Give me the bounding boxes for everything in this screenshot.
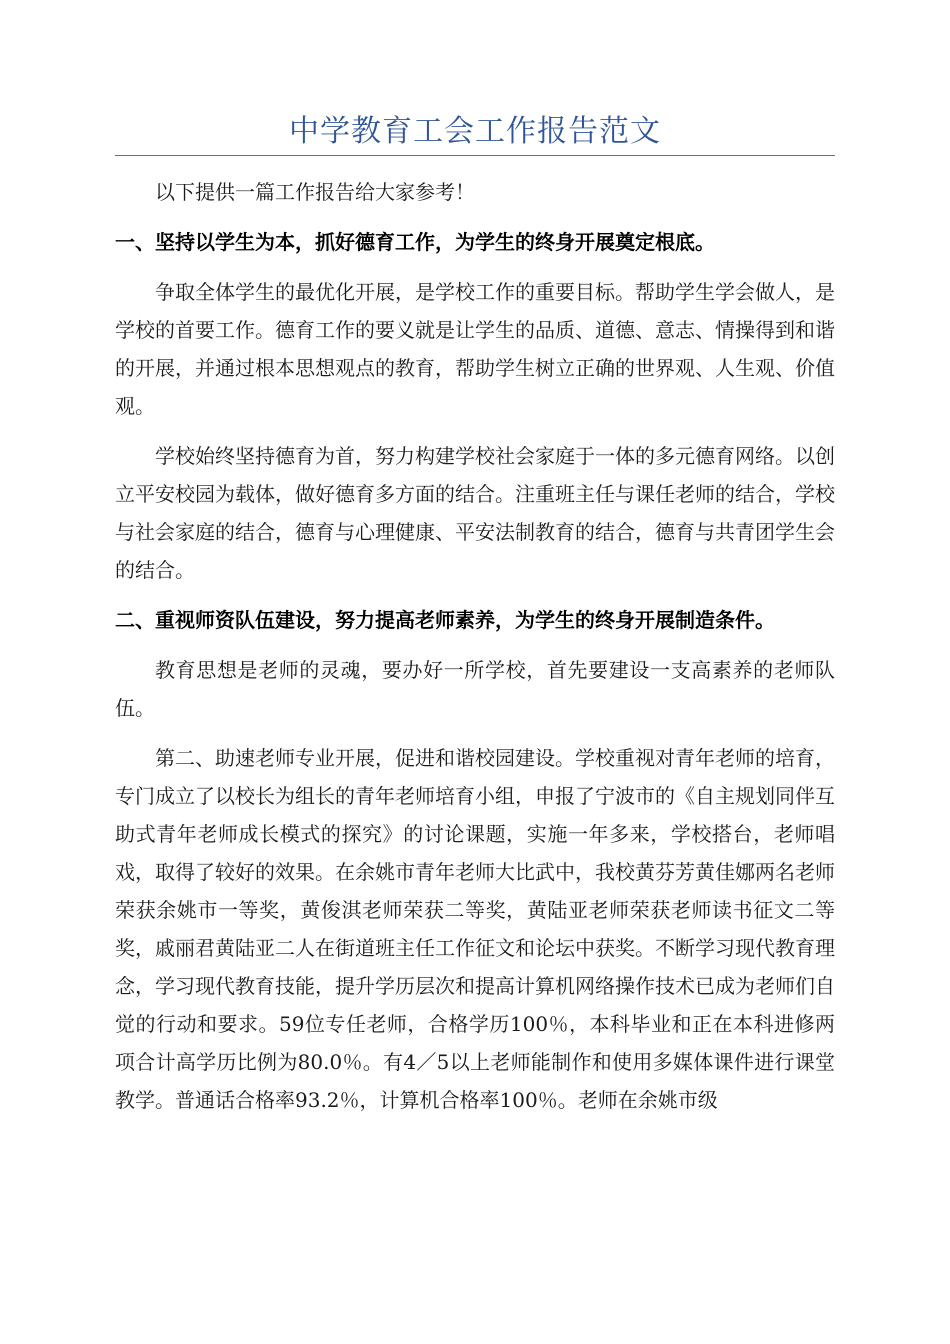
- paragraph-1: 争取全体学生的最优化开展，是学校工作的重要目标。帮助学生学会做人，是学校的首要工作。德育工作的要义就是让学生的品质、道德、意志、情操得到和谐的开展，并通过根本思想观点的教育，帮助学生树立正确的世界观、人生观、价值观。: [115, 280, 835, 418]
- paragraph-2: 学校始终坚持德育为首，努力构建学校社会家庭于一体的多元德育网络。以创立平安校园为载体，做好德育多方面的结合。注重班主任与课任老师的结合，学校与社会家庭的结合，德育与心理健康、平安法制教育的结合，德育与共青团学生会的结合。: [115, 444, 835, 582]
- document-title: 中学教育工会工作报告范文: [289, 114, 661, 149]
- section-heading-1: 一、坚持以学生为本，抓好德育工作，为学生的终身开展奠定根底。: [115, 230, 715, 254]
- document-body: [115, 173, 835, 1131]
- intro-paragraph: 以下提供一篇工作报告给大家参考！: [155, 180, 475, 204]
- section-heading-2: 二、重视师资队伍建设，努力提高老师素养，为学生的终身开展制造条件。: [115, 608, 775, 632]
- title-underline: [115, 155, 835, 156]
- paragraph-3: 教育思想是老师的灵魂，要办好一所学校，首先要建设一支高素养的老师队伍。: [115, 658, 835, 720]
- paragraph-4: 第二、助速老师专业开展，促进和谐校园建设。学校重视对青年老师的培育，专门成立了以校长为组长的青年老师培育小组，申报了宁波市的《自主规划同伴互助式青年老师成长模式的探究》的讨论课题，实施一年多来，学校搭台，老师唱戏，取得了较好的效果。在余姚市青年老师大比武中，我校黄芬芳黄佳娜两名老师荣获余姚市一等奖，黄俊淇老师荣获二等奖，黄陆亚老师荣获老师读书征文二等奖，戚丽君黄陆亚二人在街道班主任工作征文和论坛中获奖。不断学习现代教育理念，学习现代教育技能，提升学历层次和提高计算机网络操作技术已成为老师们自觉的行动和要求。59位专任老师，合格学历100％，本科毕业和正在本科进修两项合计高学历比例为80.0％。有4／5以上老师能制作和使用多媒体课件进行课堂教学。普通话合格率93.2％，计算机合格率100％。老师在余姚市级: [115, 746, 835, 1112]
